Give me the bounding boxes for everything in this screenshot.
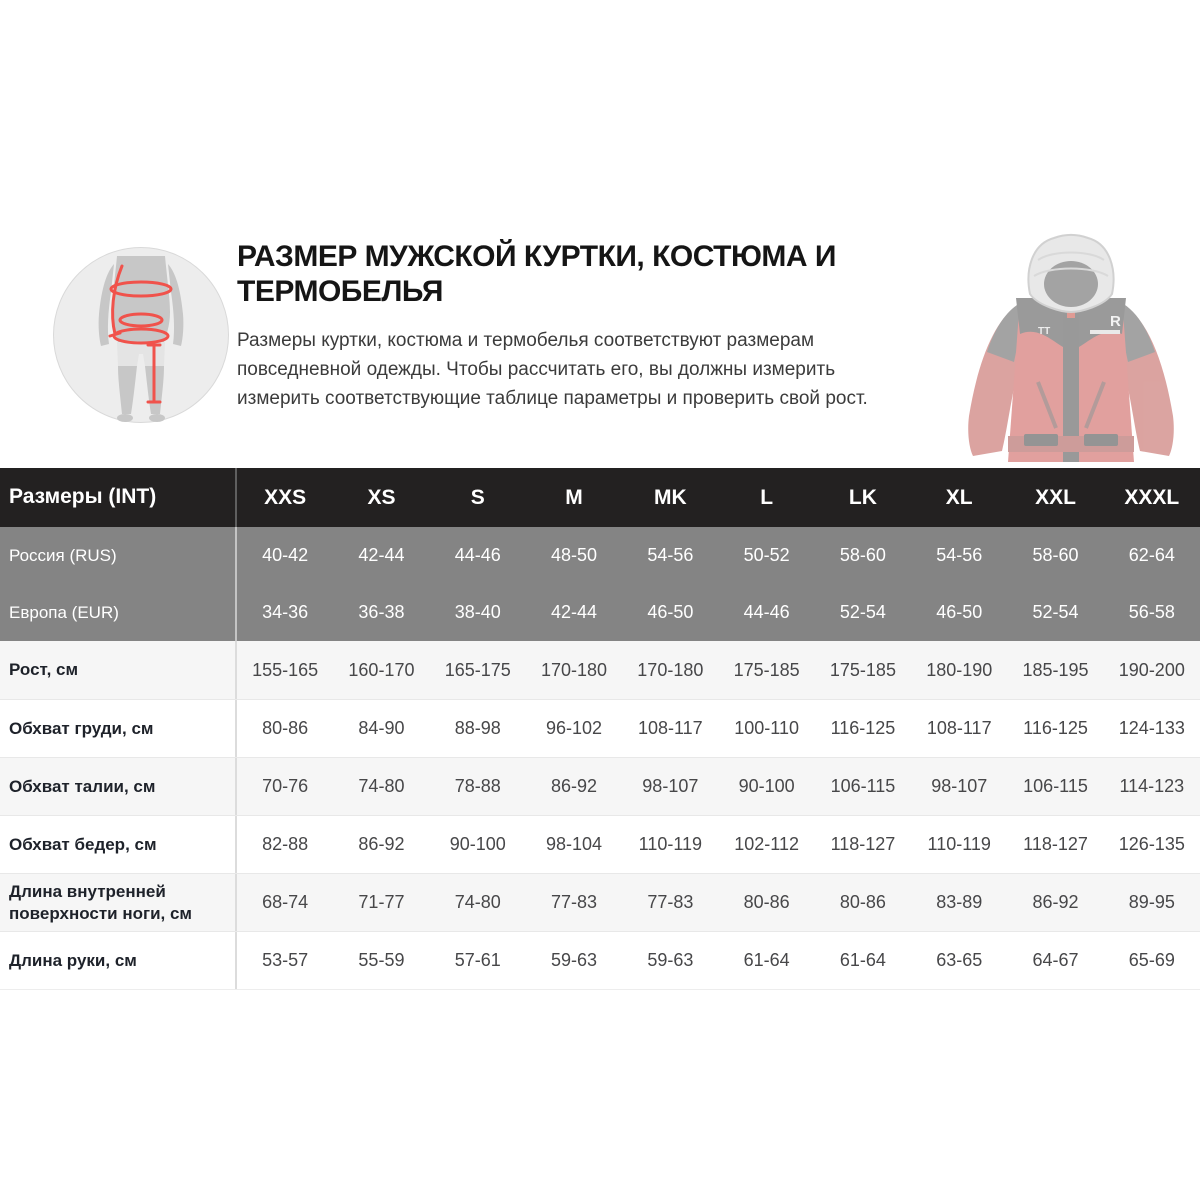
measurement-row: [0, 815, 1200, 873]
measurement-row: [0, 931, 1200, 989]
size-column-header: M: [565, 485, 583, 509]
size-value: 108-117: [926, 718, 992, 738]
row-label: Обхват талии, см: [0, 758, 237, 815]
size-value: 59-63: [551, 950, 598, 970]
size-value: 102-112: [734, 834, 799, 854]
size-value: 108-117: [637, 718, 703, 738]
size-column-header: S: [470, 485, 485, 509]
size-value: 52-54: [1032, 602, 1079, 622]
size-value: 68-74: [262, 892, 309, 912]
size-conversion-row: [0, 527, 1200, 584]
size-value: 52-54: [839, 602, 886, 622]
size-value: 106-115: [1023, 776, 1088, 796]
size-value: 38-40: [454, 602, 501, 622]
size-value: 74-80: [454, 892, 501, 912]
size-column-header: XXXL: [1124, 485, 1180, 509]
size-value: 98-107: [642, 776, 699, 796]
size-value: 42-44: [551, 602, 598, 622]
size-value: 58-60: [1032, 545, 1079, 565]
size-value: 86-92: [358, 834, 405, 854]
size-value: 180-190: [926, 659, 993, 680]
size-column-header: XXL: [1035, 485, 1076, 509]
size-value: 84-90: [358, 718, 405, 738]
row-label: Россия (RUS): [0, 527, 237, 584]
size-value: 116-125: [1023, 718, 1088, 738]
size-table: [0, 468, 1200, 990]
size-value: 61-64: [839, 950, 886, 970]
size-value: 44-46: [743, 602, 790, 622]
size-value: 118-127: [1023, 834, 1088, 854]
size-value: 98-107: [931, 776, 988, 796]
size-value: 118-127: [830, 834, 896, 854]
size-value: 77-83: [551, 892, 598, 912]
size-value: 74-80: [358, 776, 405, 796]
jacket-image: [942, 230, 1200, 468]
size-value: 59-63: [647, 950, 694, 970]
size-column-header: L: [760, 485, 774, 509]
size-value: 106-115: [830, 776, 896, 796]
row-label: Обхват бедер, см: [0, 816, 237, 873]
size-column-header: MK: [654, 485, 687, 509]
page-title: РАЗМЕР МУЖСКОЙ КУРТКИ, КОСТЮМА И ТЕРМОБЕЛЬЯ: [237, 240, 836, 308]
size-value: 89-95: [1128, 892, 1175, 912]
body-measurement-icon: [52, 242, 230, 428]
measurement-row: [0, 757, 1200, 815]
size-value: 46-50: [647, 602, 694, 622]
size-value: 46-50: [936, 602, 983, 622]
size-value: 96-102: [546, 718, 603, 738]
size-value: 98-104: [546, 834, 603, 854]
size-value: 42-44: [358, 545, 405, 565]
size-value: 34-36: [262, 602, 309, 622]
size-value: 44-46: [454, 545, 501, 565]
size-value: 114-123: [1119, 776, 1185, 796]
size-value: 155-165: [252, 659, 319, 680]
size-value: 71-77: [358, 892, 405, 912]
size-value: 175-185: [733, 659, 800, 680]
size-value: 56-58: [1128, 602, 1175, 622]
size-column-header: XXS: [264, 485, 307, 509]
size-value: 185-195: [1022, 659, 1089, 680]
measurement-row: [0, 641, 1200, 699]
size-value: 82-88: [262, 834, 309, 854]
size-value: 88-98: [454, 718, 501, 738]
size-value: 110-119: [638, 834, 703, 854]
size-conversion-row: [0, 584, 1200, 641]
table-corner-label: Размеры (INT): [0, 468, 237, 527]
size-value: 126-135: [1118, 834, 1185, 854]
row-label: Обхват груди, см: [0, 700, 237, 757]
size-value: 190-200: [1118, 659, 1185, 680]
size-value: 55-59: [358, 950, 405, 970]
size-value: 90-100: [449, 834, 506, 854]
size-column-header: XS: [367, 485, 396, 509]
size-column-header: XL: [945, 485, 973, 509]
svg-text:TT: TT: [1038, 326, 1051, 337]
size-value: 50-52: [743, 545, 790, 565]
size-value: 165-175: [444, 659, 511, 680]
intro-description: Размеры куртки, костюма и термобелья соответствуют размерам повседневной одежды. Чтобы рассчитать его, вы должны измерить измерить соответствующие таблице параметры и проверить свой рост.: [237, 330, 868, 409]
size-value: 90-100: [738, 776, 795, 796]
intro-section: [0, 0, 1200, 468]
size-value: 65-69: [1128, 950, 1175, 970]
size-value: 124-133: [1118, 718, 1185, 738]
size-value: 58-60: [839, 545, 886, 565]
size-value: 70-76: [262, 776, 309, 796]
size-value: 63-65: [936, 950, 983, 970]
size-value: 110-119: [927, 834, 991, 854]
size-value: 36-38: [358, 602, 405, 622]
size-value: 77-83: [647, 892, 694, 912]
measurement-row: [0, 699, 1200, 757]
intro-text-block: [237, 240, 937, 414]
row-label: Длина внутренней поверхности ноги, см: [0, 874, 237, 931]
size-value: 80-86: [743, 892, 790, 912]
size-value: 53-57: [262, 950, 309, 970]
size-value: 86-92: [1032, 892, 1079, 912]
size-value: 160-170: [348, 659, 415, 680]
size-value: 170-180: [637, 659, 704, 680]
size-value: 80-86: [839, 892, 886, 912]
size-value: 116-125: [830, 718, 896, 738]
size-value: 54-56: [647, 545, 694, 565]
size-value: 83-89: [936, 892, 983, 912]
size-value: 57-61: [454, 950, 501, 970]
size-value: 175-185: [829, 659, 896, 680]
size-value: 48-50: [551, 545, 598, 565]
row-label: Рост, см: [0, 641, 237, 699]
size-value: 54-56: [936, 545, 983, 565]
size-column-header: LK: [848, 485, 877, 509]
size-value: 86-92: [551, 776, 598, 796]
svg-text:R: R: [1110, 313, 1121, 330]
size-value: 40-42: [262, 545, 309, 565]
size-value: 80-86: [262, 718, 309, 738]
size-value: 170-180: [541, 659, 608, 680]
size-value: 61-64: [743, 950, 790, 970]
size-value: 78-88: [454, 776, 501, 796]
size-value: 100-110: [734, 718, 799, 738]
size-value: 62-64: [1128, 545, 1175, 565]
row-label: Европа (EUR): [0, 584, 237, 641]
size-value: 64-67: [1032, 950, 1079, 970]
table-header-row: [0, 468, 1200, 527]
row-label: Длина руки, см: [0, 932, 237, 989]
measurement-row: [0, 873, 1200, 931]
